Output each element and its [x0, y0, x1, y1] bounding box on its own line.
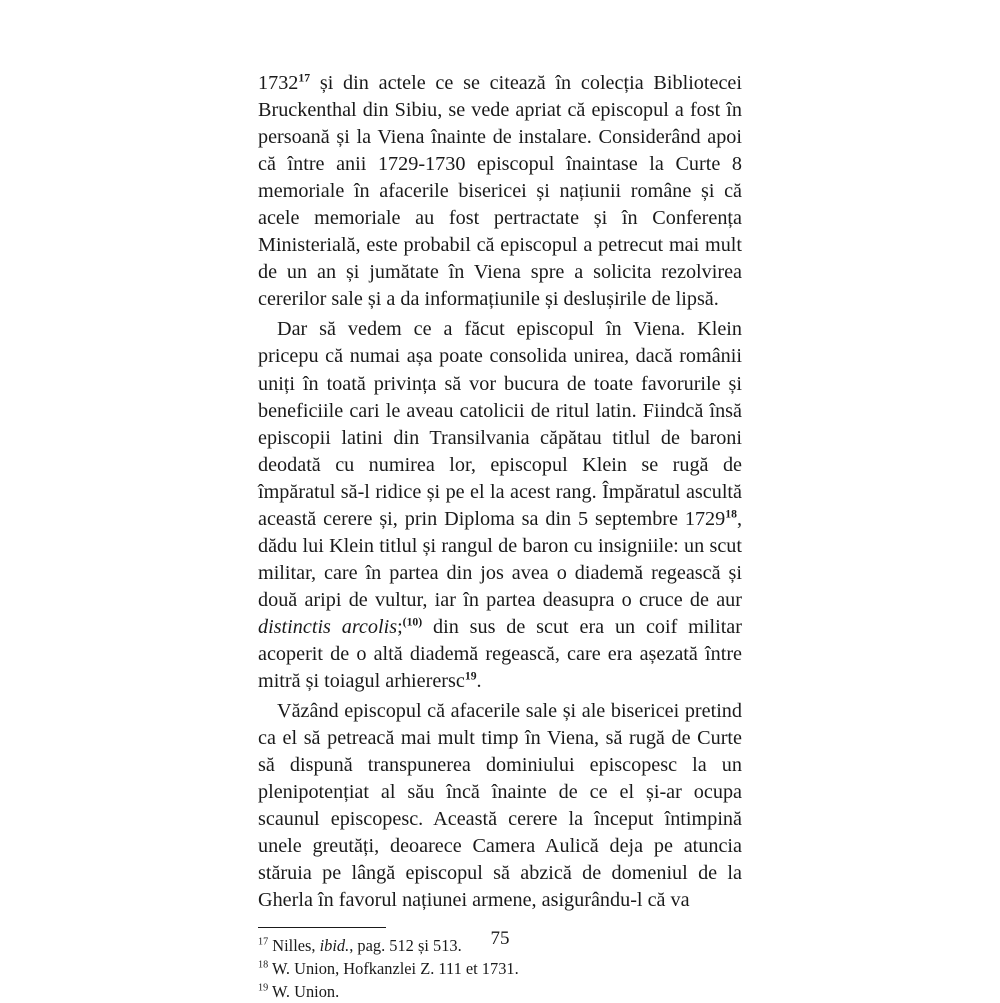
latin-phrase: distinctis arcolis	[258, 615, 398, 638]
footnote-ref-17[interactable]: 17	[298, 71, 311, 85]
footnote-text-pre: Nilles,	[272, 936, 320, 956]
year-text: 1732	[258, 72, 299, 94]
paragraph-2-text-b: , dădu lui Klein titlul și rangul de baron cu insigniile: un scut militar, care în partea din jos avea o diademă regească și două aripi de vultur, iar în partea deasupra o cruce de aur	[258, 507, 742, 611]
footnote-ref-18[interactable]: 18	[725, 507, 737, 521]
footnote-text-post: , pag. 512 și 513.	[349, 936, 462, 956]
paragraph-1-text: și din actele ce se citează în colecția Bibliotecei Bruckenthal din Sibiu, se vede apriat că episcopul a fost în persoană și la Viena înainte de instalare. Considerând apoi că între anii 1729-1730 episcopul înaintase la Curte 8 memoriale în afacerile bisericei și națiunii române și că acele memoriale au fost pertractate și în Conferența Ministerială, este probabil că episcopul a petrecut mai mult de un an și jumătate în Viena spre a solicita rezolvirea cererilor sale și a da informațiunile și deslușirile de lipsă.	[258, 72, 742, 311]
footnote-18	[258, 957, 742, 980]
paragraph-2	[258, 316, 742, 695]
paragraph-2-text-c: ;	[397, 615, 403, 638]
page-number: 75	[490, 928, 510, 949]
footnote-ref-19[interactable]: 19	[464, 669, 477, 683]
footnote-number: 17	[258, 936, 269, 948]
footnote-number: 18	[258, 959, 269, 971]
footnote-text-pre: W. Union, Hofkanzlei Z. 111 et 1731.	[271, 959, 519, 979]
footnote-number: 19	[258, 982, 269, 994]
footnote-italic: ibid.	[319, 936, 350, 956]
paragraph-1	[258, 70, 742, 313]
page-body	[258, 70, 742, 1003]
footnote-text-pre: W. Union.	[271, 982, 340, 1002]
paragraph-2-text-e: .	[476, 670, 482, 693]
paragraph-2-text-a: Dar să vedem ce a făcut episcopul în Viena. Klein pricepu că numai așa poate consolida unirea, dacă românii uniți în toată privința să vor bucura de toate favorurile și beneficiile cari le aveau catolicii de ritul latin. Fiindcă însă episcopii latini din Transilvania căpătau titlul de baroni deodată cu numirea lor, episcopul Klein se rugă de împăratul să-l ridice și pe el la acest rang. Împăratul ascultă această cerere și, prin Diploma sa din 5 septembre 1729	[258, 318, 742, 530]
paragraph-3	[258, 698, 742, 914]
paragraph-2-text-d: din sus de scut era un coif militar acoperit de o altă diademă regească, care era așezată între mitră și toiagul arhierersc	[258, 615, 742, 693]
endnote-ref-10[interactable]: (10)	[402, 615, 423, 629]
paragraph-3-text: Văzând episcopul că afacerile sale și ale bisericei pretind ca el să petreacă mai mult timp în Viena, să rugă de Curte să dispună transpunerea dominiului episcopesc la un plenipotențiat al său încă înainte de ce el și-ar ocupa scaunul episcopesc. Această cerere la început întimpină unele greutăți, deoarece Camera Aulică deja pe atuncia stăruia pe lângă episcopul să abzică de domeniul de la Gherla în favorul națiunei armene, asigurându-l că va	[258, 700, 742, 912]
